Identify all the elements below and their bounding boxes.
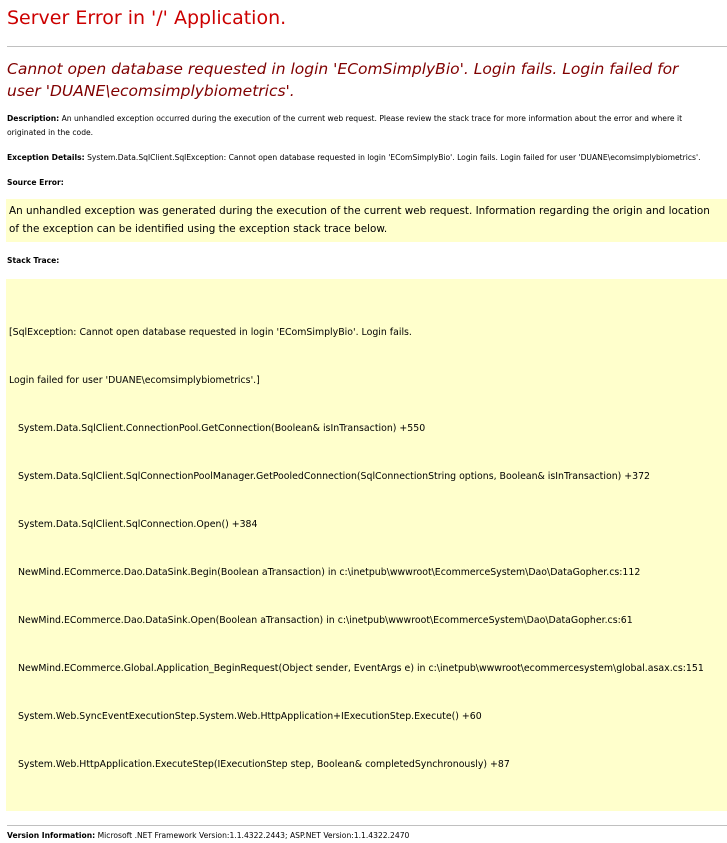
title-divider [7, 46, 727, 47]
footer-divider [7, 825, 727, 826]
error-message: Cannot open database requested in login 'EComSimplyBio'. Login fails. Login failed for user 'DUANE\ecomsimplybiometrics'. [7, 60, 679, 100]
stack-trace-line: System.Data.SqlClient.ConnectionPool.GetConnection(Boolean& isInTransaction) +550 [9, 423, 426, 434]
stack-trace-heading [7, 254, 727, 268]
stack-trace-line: System.Data.SqlClient.SqlConnection.Open() +384 [9, 519, 258, 530]
stack-trace-line: System.Data.SqlClient.SqlConnectionPoolManager.GetPooledConnection(SqlConnectionString options, Boolean& isInTransaction) +372 [9, 471, 651, 482]
source-error-heading [7, 176, 727, 190]
description-text: An unhandled exception occurred during the execution of the current web request. Please review the stack trace for more information about the error and where it originated in the code. [7, 114, 683, 137]
stack-trace-line: System.Web.SyncEventExecutionStep.System.Web.HttpApplication+IExecutionStep.Execute() +60 [9, 711, 482, 722]
stack-trace-label: Stack Trace: [7, 256, 60, 265]
exception-details [7, 151, 727, 165]
stack-trace-line: [SqlException: Cannot open database requested in login 'EComSimplyBio'. Login fails. [9, 327, 412, 338]
stack-trace-line: NewMind.ECommerce.Global.Application_BeginRequest(Object sender, EventArgs e) in c:\inetpub\wwwroot\ecommercesystem\global.asax.cs:151 [9, 663, 704, 674]
description-label: Description: [7, 114, 60, 123]
version-information-label: Version Information: [7, 831, 96, 840]
page-title: Server Error in '/' Application. [7, 7, 287, 29]
description [7, 112, 727, 140]
exception-details-text: System.Data.SqlClient.SqlException: Cannot open database requested in login 'EComSimplyBio'. Login fails. Login failed for user 'DUANE\ecomsimplybiometrics'. [84, 153, 701, 162]
exception-details-label: Exception Details: [7, 153, 85, 162]
version-information-text: Microsoft .NET Framework Version:1.1.4322.2443; ASP.NET Version:1.1.4322.2470 [95, 831, 410, 840]
source-error-label: Source Error: [7, 178, 64, 187]
stack-trace-box[interactable] [6, 279, 727, 811]
source-error-box[interactable]: An unhandled exception was generated during the execution of the current web request. Information regarding the origin and location of the exception can be identified using the exception stack trace below. [6, 199, 727, 242]
stack-trace-line: Login failed for user 'DUANE\ecomsimplybiometrics'.] [9, 375, 260, 386]
version-information [7, 829, 727, 843]
stack-trace-line: NewMind.ECommerce.Dao.DataSink.Open(Boolean aTransaction) in c:\inetpub\wwwroot\EcommerceSystem\Dao\DataGopher.cs:61 [9, 615, 633, 626]
stack-trace-line: NewMind.ECommerce.Dao.DataSink.Begin(Boolean aTransaction) in c:\inetpub\wwwroot\EcommerceSystem\Dao\DataGopher.cs:112 [9, 567, 641, 578]
stack-trace-line: System.Web.HttpApplication.ExecuteStep(IExecutionStep step, Boolean& completedSynchronously) +87 [9, 759, 510, 770]
